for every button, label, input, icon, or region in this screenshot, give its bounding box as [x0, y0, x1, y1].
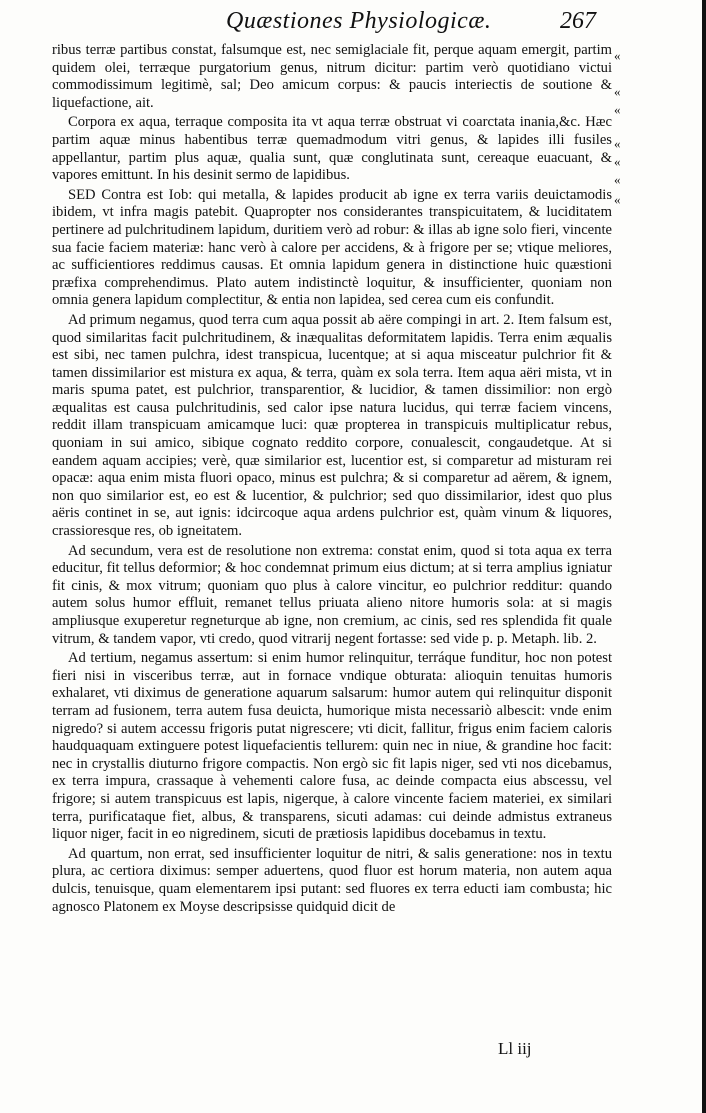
paragraph: Ad secundum, vera est de resolutione non extrema: constat enim, quod si tota aqua ex terra educitur, fit tellus deformior; & hoc condemnat primum eius dictum; at si terra amplius igniatur fit cinis, & mox vitrum; quoniam quo plus à calore vincitur, eo pulchrior redditur: quando autem solus humor effluit, remanet tellus priuata alieno nitore humoris sola: at si magis ampliusque exuperetur regneturque ab igne, non cremium, ac cinis, sed res splendida fit quale vitrum, & tandem vapor, vti credo, quod vitrarij negent fortasse: sed vide p. p. Metaph. lib. 2. — [52, 542, 612, 647]
paragraph: Ad primum negamus, quod terra cum aqua possit ab aëre compingi in art. 2. Item falsum est, quod similaritas facit pulchritudinem, & inæqualitas deformitatem lapidis. Terra enim æqualis est sibi, nec tamen pulchra, idest transpicua, lucentque; at si aqua misceatur pulchrior fit & tamen dissimilarior est mistura ex aqua, & terra, quàm ex sola terra. Item aqua aëri mista, vt in maris spuma patet, est pulchrior, transparentior, & lucidior, & tamen dissimilior: non ergò æqualitas est causa pulchritudinis, sed calor ipse natura lucidus, qui terræ faciem vincens, reddit illam transpicuam amicamque luci: quæ propterea in transpicuis multiplicatur rebus, quoniam in sui amico, sibique cognato reddito corpore, conualescit, congaudetque. At si eandem aquam accipies; verè, quæ similarior est, lucentior est, si comparetur ad misturam rei opacæ: aqua enim mista fluori opaco, minus est pulchra; & si comparetur ad aërem, & ignem, non quo similarior est, eo est & lucentior, & pulchrior; sed quo dissimilarior, idest quo plus aëris continet in se, aut ignis: idcircoque aqua ardens pulchrior est, quàm vinum & liquores, crassioresque res, ob igneitatem. — [52, 311, 612, 540]
paragraph: Ad tertium, negamus assertum: si enim humor relinquitur, terráque funditur, hoc non potest fieri nisi in visceribus terræ, aut in fornace vndique obturata: alioquin tenuitas humoris exhalaret, vti diximus de generatione aquarum salsarum: humor autem qui relinquitur disponit terram ad fusionem, terra autem fusa deuicta, humorique mista necessariò albescit: vnde enim nigredo? si autem accessu frigoris putat nigrescere; vti dicit, fallitur, frigus enim faciem caloris haudquaquam extinguere potest liquefacientis tellurem: quin nec in niue, & grandine hoc facit: nec in crystallis diuturno frigore compactis. Non ergò sic fit lapis niger, sed vti nos dicebamus, ex terra impura, crassaque à vehementi calore fusa, ac deinde compacta eius abscessu, vel frigore; si autem transpicuus est lapis, nigerque, à calore vincente faciem materiei, ex similari terra, purificataque fiet, albus, & transparens, sicuti adamas: cui deinde admistus extraneus liquor niger, facit in eo nigredinem, sicuti de prætiosis lapidibus docebamus in textu. — [52, 650, 612, 843]
page-edge — [702, 0, 706, 1113]
quote-mark: « — [614, 102, 621, 117]
running-title: Quæstiones Physiologicæ. — [226, 8, 492, 34]
signature-mark: Ll iij — [498, 1039, 532, 1058]
page-header — [0, 6, 706, 40]
paragraph: Corpora ex aqua, terraque composita ita vt aqua terræ obstruat vi coarctata inania,&c. Hæc partim aquæ minus habentibus terræ quemadmodum vitri genus, & lapides illi fusiles appellantur, partim plus aquæ, qualia sunt, quæ conglutinata sunt, cereaque euacuant, & vapores emittunt. In his desinit sermo de lapidibus. — [52, 114, 612, 184]
body-text — [52, 42, 612, 916]
quote-mark: « — [614, 154, 621, 169]
quote-mark: « — [614, 84, 621, 99]
quote-mark: « — [614, 136, 621, 151]
quote-mark: « — [614, 48, 621, 63]
paragraph: SED Contra est Iob: qui metalla, & lapides producit ab igne ex terra variis deuictamodis ibidem, vt infra magis patebit. Quapropter nos considerantes transpicuitatem, & luciditatem pertinere ad pulchritudinem lapidum, duritiem verò ad robur: & illas ab igne solo fieri, vincente sua facie faciem materiæ: hanc verò à calore per accidens, & à frigore per se; vtique meliores, ac sufficientiores reddimus causas. Et omnia lapidum genera in distinctione huic quæstioni præfixa comprehendimus. Plato autem indistinctè loquitur, & insufficienter, quoniam non omnia genera lapidum complectitur, & entia non lapidea, sed cerea cum eis confundit. — [52, 186, 612, 309]
page-number: 267 — [560, 8, 596, 34]
quote-mark: « — [614, 172, 621, 187]
paragraph: Ad quartum, non errat, sed insufficienter loquitur de nitri, & salis generatione: nos in textu plura, ac certiora diximus: semper aduertens, quod fluor est horum materia, non autem aqua dulcis, tenuisque, quam elementarem ipsi putant: sed fluores ex terra educti iam combusta; hic agnosco Platonem ex Moyse descripsisse quidquid dicit de — [52, 845, 612, 915]
quote-mark: « — [614, 192, 621, 207]
paragraph: ribus terræ partibus constat, falsumque est, nec semiglaciale fit, perque aquam emergit, partim quidem olei, terræque purgatorium genus, nitrum dicitur: partim verò quotidiano victui commodissimum legitimè, sal; Deo amicum corpus: & paucis interiectis de soutione & liquefactione, ait. — [52, 42, 612, 111]
